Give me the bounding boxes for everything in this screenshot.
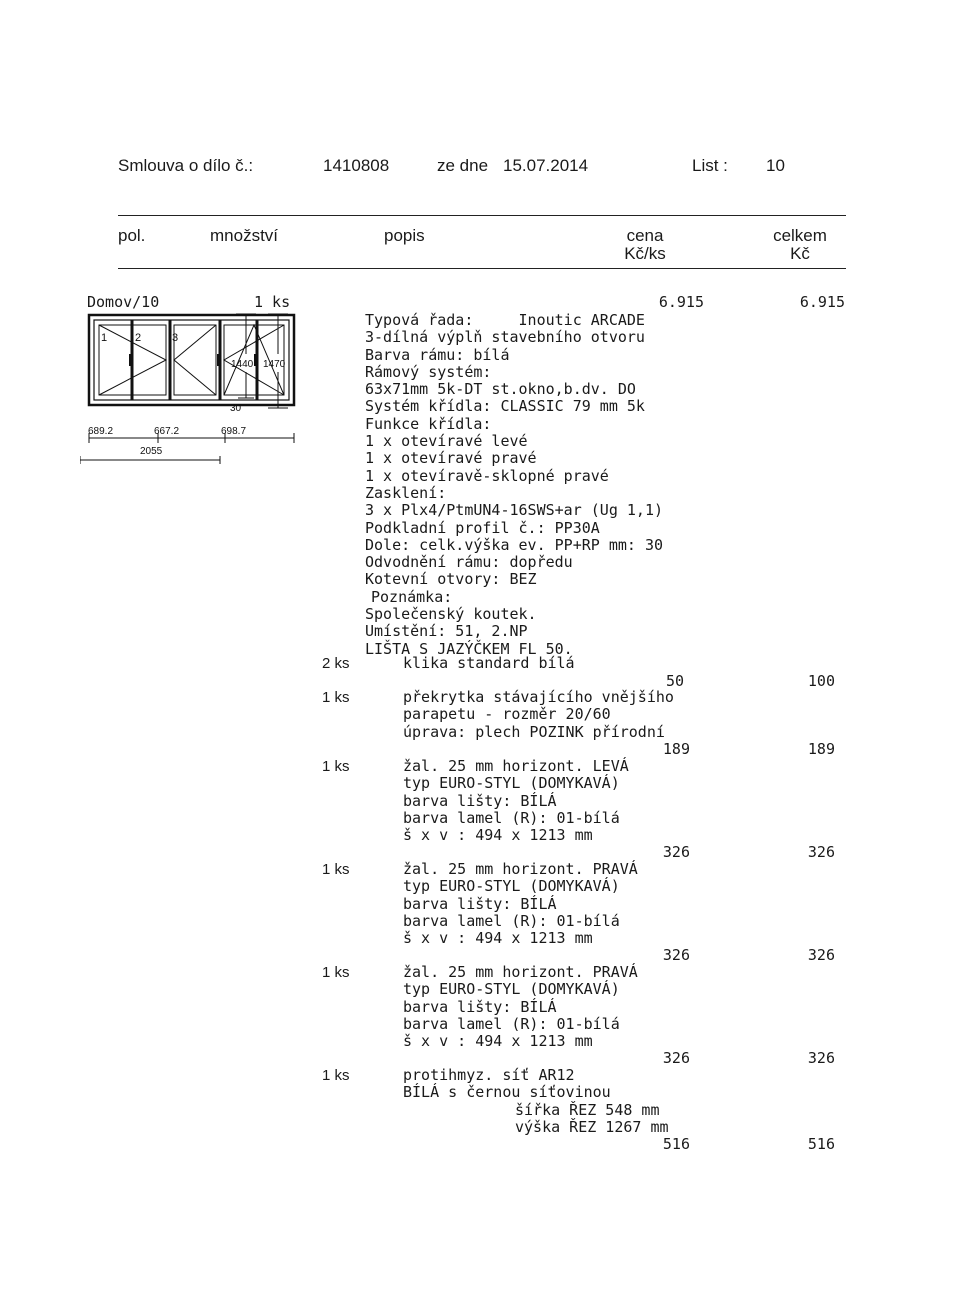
item-3-desc-line: barva lamel (R): 01-bílá <box>403 809 620 827</box>
item-2-price: 189 <box>662 740 690 758</box>
item-4-desc-line: žal. 25 mm horizont. PRAVÁ <box>403 860 638 878</box>
item-4-desc-line: typ EURO-STYL (DOMYKAVÁ) <box>403 877 620 895</box>
desc-line: Podkladní profil č.: PP30A <box>365 518 600 537</box>
item-6-desc-line: BÍLÁ s černou síťovinou <box>403 1083 611 1101</box>
item-6-total: 516 <box>807 1135 835 1153</box>
item-2-qty: 1 ks <box>322 689 350 706</box>
item-4-desc-line: barva lišty: BÍLÁ <box>403 895 557 913</box>
sash-label-2: 2 <box>135 332 142 344</box>
main-item-position: Domov/10 <box>87 293 160 311</box>
item-1-total: 100 <box>807 672 835 690</box>
desc-line: Zasklení: <box>365 483 447 502</box>
item-4-price: 326 <box>662 946 690 964</box>
col-description: popis <box>384 226 425 245</box>
desc-line: Systém křídla: CLASSIC 79 mm 5k <box>365 397 645 416</box>
col-total: celkem <box>773 226 827 245</box>
main-item-qty: 1 ks <box>254 293 291 311</box>
item-5-qty: 1 ks <box>322 964 350 981</box>
col-price: cena <box>626 226 664 245</box>
sash-label-1: 1 <box>101 332 108 344</box>
main-item-total: 6.915 <box>799 293 845 311</box>
item-6-desc-line: výška ŘEZ 1267 mm <box>515 1118 669 1136</box>
desc-line: 1 x otevíravě-sklopné pravé <box>365 466 609 485</box>
width-1: 689.2 <box>88 426 114 437</box>
col-position: pol. <box>118 226 146 245</box>
desc-line: LIŠTA S JAZÝČKEM FL 50. <box>365 639 573 658</box>
item-3-desc-line: typ EURO-STYL (DOMYKAVÁ) <box>403 774 620 792</box>
item-6-desc-line: šířka ŘEZ 548 mm <box>515 1101 660 1119</box>
date-label: ze dne <box>437 156 489 175</box>
desc-line: Umístění: 51, 2.NP <box>365 622 528 641</box>
item-3-price: 326 <box>662 843 690 861</box>
col-quantity: množství <box>210 226 279 245</box>
desc-line: 3 x Plx4/PtmUN4-16SWS+ar (Ug 1,1) <box>365 501 664 520</box>
main-item-description <box>365 312 663 658</box>
item-3-total: 326 <box>807 843 835 861</box>
desc-line: 1 x otevíravé pravé <box>365 449 537 468</box>
item-3-desc-line: barva lišty: BÍLÁ <box>403 792 557 810</box>
item-1-desc: klika standard bílá <box>403 654 575 672</box>
contract-number: 1410808 <box>323 156 390 175</box>
height-1: 1440 <box>231 359 254 370</box>
desc-line: Odvodnění rámu: dopředu <box>365 553 573 572</box>
desc-line: 63x71mm 5k-DT st.okno,b.dv. DO <box>365 380 636 399</box>
desc-line: Společenský koutek. <box>365 605 537 624</box>
item-5-desc-line: typ EURO-STYL (DOMYKAVÁ) <box>403 980 620 998</box>
item-5-price: 326 <box>662 1049 690 1067</box>
item-5-desc-line: žal. 25 mm horizont. PRAVÁ <box>403 963 638 981</box>
item-3-desc-line: žal. 25 mm horizont. LEVÁ <box>403 757 629 775</box>
item-3-desc-line: š x v : 494 x 1213 mm <box>403 826 593 844</box>
item-2-desc-line: parapetu - rozměr 20/60 <box>403 705 611 723</box>
main-item-price: 6.915 <box>658 293 704 311</box>
item-1-qty: 2 ks <box>322 655 350 672</box>
contract-date: 15.07.2014 <box>503 156 589 175</box>
item-4-qty: 1 ks <box>322 861 350 878</box>
item-4-total: 326 <box>807 946 835 964</box>
sill-height: 30 <box>230 403 242 414</box>
desc-line: Typová řada: Inoutic ARCADE <box>365 311 645 329</box>
item-6-desc-line: protihmyz. síť AR12 <box>403 1066 575 1084</box>
col-total-unit: Kč <box>790 244 810 263</box>
height-2: 1470 <box>263 359 286 370</box>
contract-label: Smlouva o dílo č.: <box>118 156 254 175</box>
height-dimensions <box>228 308 298 418</box>
item-2-desc-line: úprava: plech POZINK přírodní <box>403 723 665 741</box>
desc-line: Barva rámu: bílá <box>365 345 510 364</box>
desc-line: Dole: celk.výška ev. PP+RP mm: 30 <box>365 535 664 554</box>
col-price-unit: Kč/ks <box>624 244 666 263</box>
item-3-qty: 1 ks <box>322 758 350 775</box>
item-2-total: 189 <box>807 740 835 758</box>
item-6-qty: 1 ks <box>322 1067 350 1084</box>
item-1-price: 50 <box>665 672 684 690</box>
desc-line: Poznámka: <box>371 587 453 606</box>
item-4-desc-line: barva lamel (R): 01-bílá <box>403 912 620 930</box>
desc-line: 3-dílná výplň stavebního otvoru <box>365 328 645 347</box>
width-2: 667.2 <box>154 426 180 437</box>
item-5-desc-line: barva lamel (R): 01-bílá <box>403 1015 620 1033</box>
desc-line: Funkce křídla: <box>365 414 492 433</box>
item-6-price: 516 <box>662 1135 690 1153</box>
desc-line: Kotevní otvory: BEZ <box>365 570 537 589</box>
item-4-desc-line: š x v : 494 x 1213 mm <box>403 929 593 947</box>
desc-line: 1 x otevíravé levé <box>365 432 528 451</box>
sash-label-3: 3 <box>172 332 179 344</box>
sheet-label: List : <box>692 156 728 175</box>
sheet-number: 10 <box>766 156 785 175</box>
item-2-desc-line: překrytka stávajícího vnějšího <box>403 688 674 706</box>
header-rule-top <box>118 215 846 216</box>
item-5-desc-line: š x v : 494 x 1213 mm <box>403 1032 593 1050</box>
item-5-desc-line: barva lišty: BÍLÁ <box>403 998 557 1016</box>
item-5-total: 326 <box>807 1049 835 1067</box>
desc-line: Rámový systém: <box>365 362 492 381</box>
total-width: 2055 <box>140 446 163 457</box>
header-rule-bottom <box>118 268 846 269</box>
width-3: 698.7 <box>221 426 247 437</box>
